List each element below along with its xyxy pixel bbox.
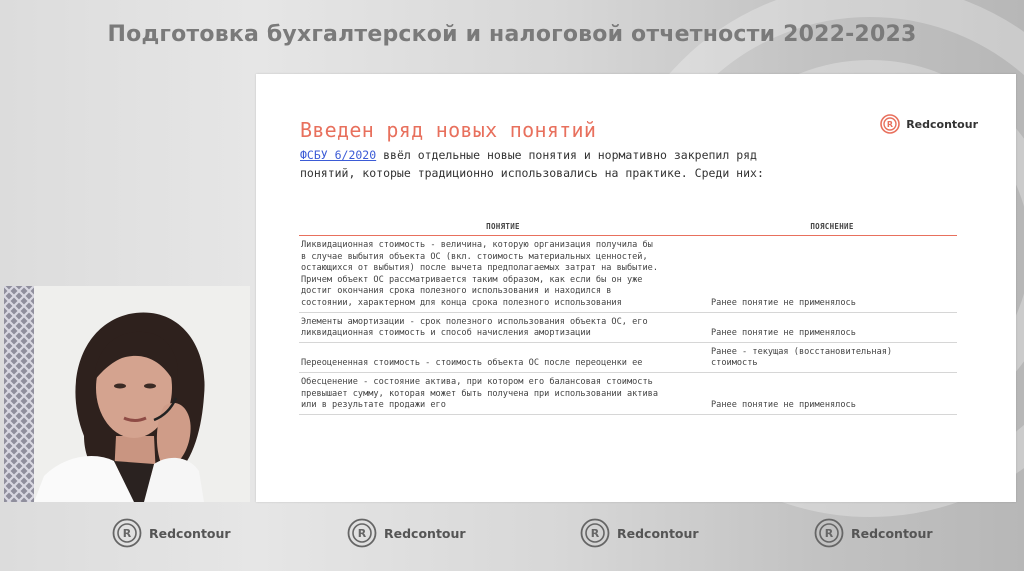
term-line: достиг окончания срока полезного использования и находился в bbox=[301, 286, 612, 297]
svg-text:R: R bbox=[590, 527, 600, 540]
footer-brand-name: Redcontour bbox=[617, 525, 699, 541]
term-line: Ликвидационная стоимость - величина, которую организация получила бы bbox=[301, 240, 653, 250]
note-cell bbox=[707, 236, 957, 313]
svg-text:R: R bbox=[357, 527, 367, 540]
note-cell bbox=[707, 342, 957, 372]
presentation-slide bbox=[256, 74, 1016, 502]
footer-brand-name: Redcontour bbox=[851, 525, 933, 541]
term-cell bbox=[299, 236, 707, 313]
table-row bbox=[299, 372, 957, 414]
intro-text-1: ввёл отдельные новые понятия и нормативно закрепил ряд bbox=[376, 148, 757, 162]
slide-intro bbox=[300, 146, 840, 182]
footer-brand-name: Redcontour bbox=[384, 525, 466, 541]
footer-logo-2 bbox=[347, 518, 466, 548]
logo-letter: R bbox=[887, 120, 894, 129]
note-line: Ранее - текущая (восстановительная) bbox=[711, 346, 893, 357]
term-cell bbox=[299, 372, 707, 414]
term-line: Причем объект ОС рассматривается таким образом, как если бы он уже bbox=[301, 274, 643, 285]
term-line: Элементы амортизации - срок полезного использования объекта ОС, его bbox=[301, 316, 648, 327]
redcontour-logo-icon bbox=[880, 114, 900, 134]
note-cell bbox=[707, 372, 957, 414]
table-row bbox=[299, 342, 957, 372]
term-cell bbox=[299, 312, 707, 342]
svg-text:R: R bbox=[122, 527, 132, 540]
intro-text-2: понятий, которые традиционно использовались на практике. Среди них: bbox=[300, 166, 764, 180]
presenter-video-image bbox=[4, 286, 250, 502]
term-line: превышает сумму, которая может быть получена при использовании актива bbox=[301, 388, 658, 399]
redcontour-logo-icon bbox=[814, 518, 844, 548]
term-line: остающихся от выбытия) после вычета предполагаемых затрат на выбытие. bbox=[301, 263, 658, 274]
note-line: стоимость bbox=[711, 358, 758, 369]
column-header-term: ПОНЯТИЕ bbox=[299, 220, 707, 236]
redcontour-logo-icon bbox=[347, 518, 377, 548]
note-cell bbox=[707, 312, 957, 342]
slide-brand-name: Redcontour bbox=[906, 117, 978, 131]
fsbu-link[interactable]: ФСБУ 6/2020 bbox=[300, 148, 377, 162]
redcontour-logo-icon bbox=[112, 518, 142, 548]
table-row bbox=[299, 236, 957, 313]
footer-brand-name: Redcontour bbox=[149, 525, 231, 541]
footer-logo-3 bbox=[580, 518, 699, 548]
term-line: в случае выбытия объекта ОС (вкл. стоимость материальных ценностей, bbox=[301, 251, 648, 262]
column-header-note: ПОЯСНЕНИЕ bbox=[707, 220, 957, 236]
table-row bbox=[299, 312, 957, 342]
term-cell bbox=[299, 342, 707, 372]
note-line: Ранее понятие не применялось bbox=[711, 400, 856, 411]
footer-logo-1 bbox=[112, 518, 231, 548]
presenter-webcam bbox=[4, 286, 250, 502]
concepts-table bbox=[299, 220, 957, 415]
footer-logo-4 bbox=[814, 518, 933, 548]
note-line: Ранее понятие не применялось bbox=[711, 297, 856, 308]
event-title: Подготовка бухгалтерской и налоговой отчетности 2022-2023 bbox=[107, 22, 917, 47]
slide-brand-logo bbox=[880, 114, 978, 134]
term-line: Обесценение - состояние актива, при котором его балансовая стоимость bbox=[301, 376, 653, 387]
svg-text:R: R bbox=[824, 527, 834, 540]
redcontour-logo-icon bbox=[580, 518, 610, 548]
table-header-row bbox=[299, 220, 957, 236]
term-line: Переоцененная стоимость - стоимость объекта ОС после переоценки ее bbox=[301, 358, 643, 369]
slide-heading: Введен ряд новых понятий bbox=[300, 118, 597, 142]
term-line: или в результате продажи его bbox=[301, 400, 446, 411]
note-line: Ранее понятие не применялось bbox=[711, 328, 856, 339]
term-line: ликвидационная стоимость и способ начисления амортизации bbox=[301, 328, 591, 339]
term-line: состоянии, характерном для конца срока полезного использования bbox=[301, 297, 622, 308]
